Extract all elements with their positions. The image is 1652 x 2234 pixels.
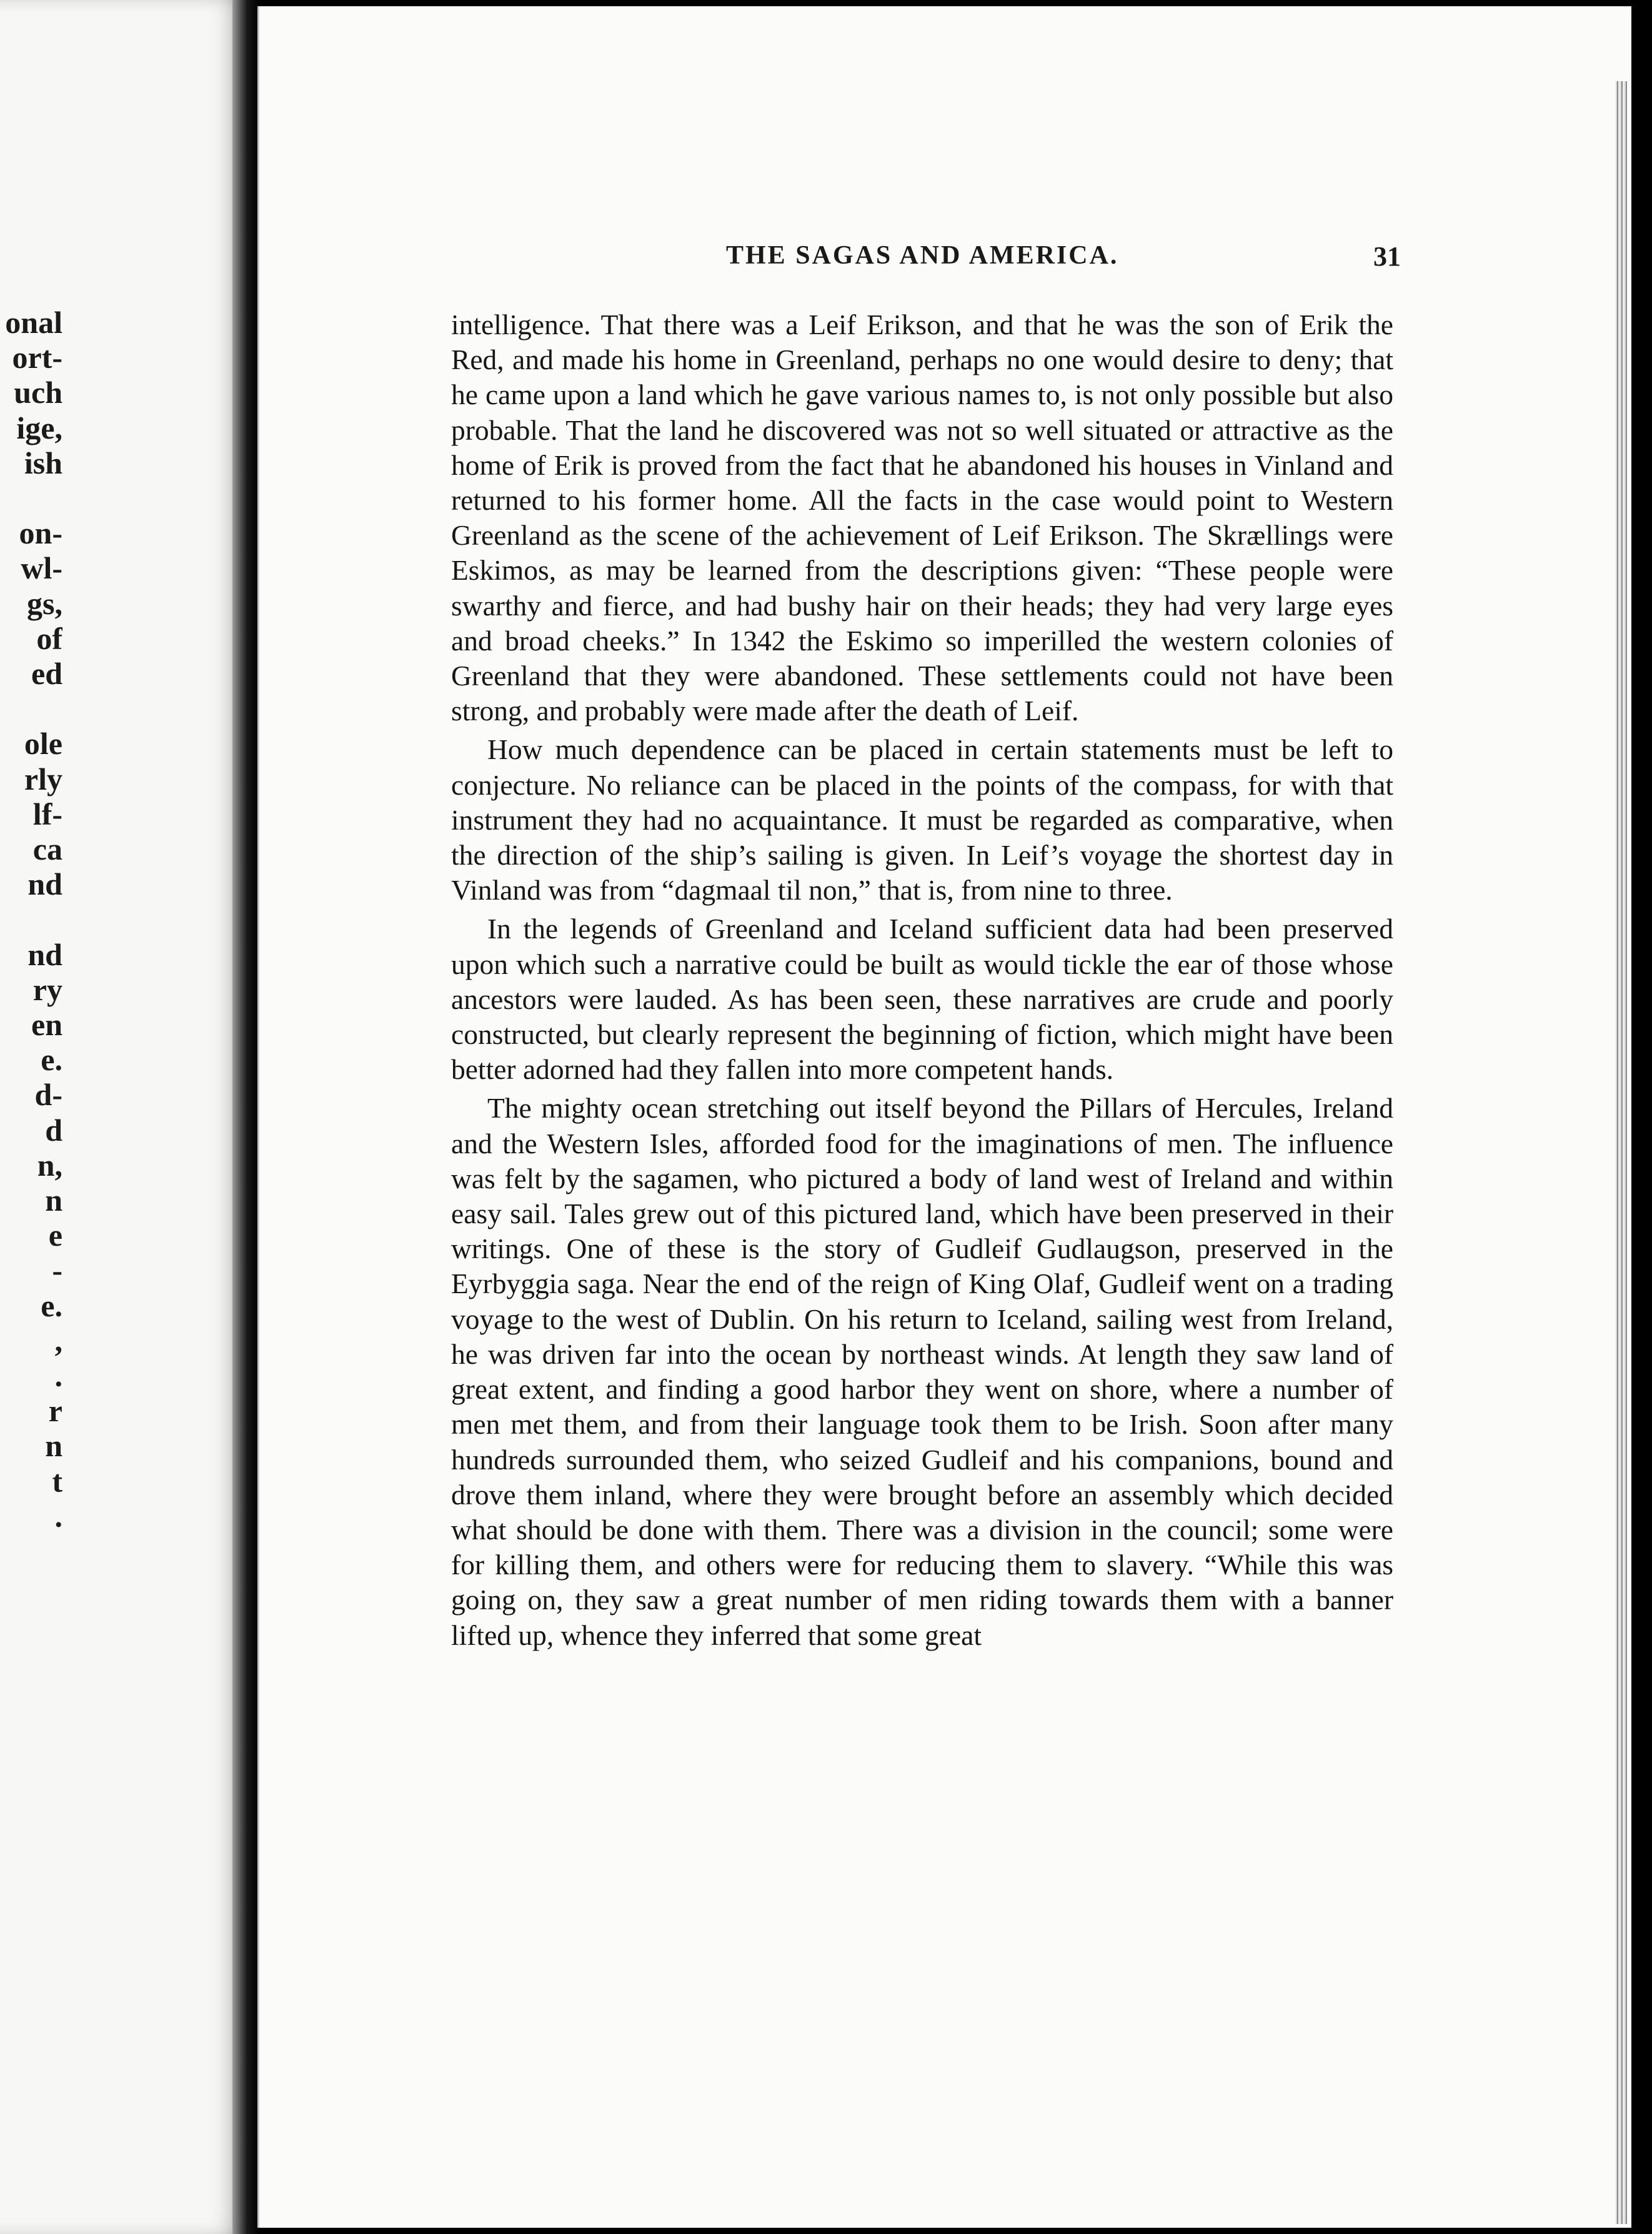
paragraph: In the legends of Greenland and Iceland sufficient data had been preserved upon which such a narrative could be built as would tickle the ear of those whose ancestors were lauded. As has been seen, these narratives are crude and poorly constructed, but clearly represent the beginning of fiction, which might have been better adorned had they fallen into more competent hands.: [451, 913, 1393, 1086]
facing-page-fragment: ca: [32, 832, 62, 866]
facing-page-fragment: d-: [34, 1077, 62, 1113]
facing-page-fragment: gs,: [27, 585, 62, 621]
facing-page-fragment: ed: [31, 656, 62, 691]
facing-page-fragment: e.: [41, 1042, 62, 1078]
running-head: THE SAGAS AND AMERICA.: [726, 241, 1119, 270]
paragraph: The mighty ocean stretching out itself beyond the Pillars of Hercules, Ireland and the Western Isles, afforded food for the imaginations of men. The influence was felt by the sagamen, who pictured a body of land west of Ireland and within easy sail. Tales grew out of this pictured land, which have been preserved in their writings. One of these is the story of Gudleif Gudlaugson, preserved in the Eyrbyggia saga. Near the end of the reign of King Olaf, Gudleif went on a trading voyage to the west of Dublin. On his return to Iceland, sailing west from Ireland, he was driven far into the ocean by northeast winds. At length they saw land of great extent, and finding a good harbor they went on shore, where a number of men met them, and from their language took them to be Irish. Soon after many hundreds surrounded them, who seized Gudleif and his companions, bound and drove them inland, where they were brought before an assembly which decided what should be done with them. There was a division in the council; some were for killing them, and others were for reducing them to slavery. “While this was going on, they saw a great number of men riding towards them with a banner lifted up, whence they inferred that some great: [451, 1092, 1393, 1651]
facing-page-fragment: on-: [19, 515, 62, 551]
facing-page-fragment: nd: [27, 866, 62, 902]
facing-page-fragment: n: [45, 1428, 62, 1464]
paragraph: intelligence. That there was a Leif Erikson, and that he was the son of Erik the Red, and made his home in Greenland, perhaps no one would desire to deny; that he came upon a land which he gave various names to, is not only possible but also probable. That the land he discovered was not so well situated or attractive as the home of Erik is proved from the fact that he abandoned his houses in Vinland and returned to his former home. All the facts in the case would point to Western Greenland as the scene of the achievement of Leif Erikson. The Skrællings were Eskimos, as may be learned from the descriptions given: “These people were swarthy and fierce, and had bushy hair on their heads; they had very large eyes and broad cheeks.” In 1342 the Eskimo so imperilled the western colonies of Greenland that they were abandoned. These settlements could not have been strong, and probably were made after the death of Leif.: [451, 309, 1393, 727]
facing-page-fragment: t: [52, 1463, 62, 1499]
facing-page-fragment: uch: [14, 375, 62, 410]
facing-page-fragment: ole: [24, 726, 62, 762]
page-number: 31: [1373, 241, 1401, 272]
facing-page-fragment: lf-: [32, 796, 62, 832]
book-gutter: [232, 0, 259, 2234]
facing-page-fragment: onal: [5, 305, 62, 340]
facing-page-fragment: e.: [41, 1288, 62, 1323]
facing-page-fragment: e: [48, 1218, 62, 1253]
facing-page-fragment: wl-: [21, 550, 62, 586]
facing-page-fragment: ish: [24, 445, 62, 480]
facing-page-fragment: of: [36, 620, 62, 656]
facing-page-fragment: ige,: [16, 410, 62, 445]
facing-page-fragment: .: [54, 1498, 62, 1534]
body-text: [451, 307, 1393, 1657]
facing-page-fragment: ,: [54, 1323, 62, 1358]
facing-page-fragment: nd: [27, 936, 62, 972]
facing-page-fragment: d: [45, 1112, 62, 1148]
facing-page-fragment: ort-: [12, 340, 62, 375]
facing-page-fragment: -: [52, 1253, 62, 1288]
facing-page-fragment: .: [54, 1358, 62, 1393]
facing-page-fragment: n,: [37, 1147, 62, 1183]
facing-page-fragment: en: [31, 1007, 62, 1042]
page-edge: [1616, 81, 1627, 2224]
facing-page-fragment: n: [45, 1183, 62, 1218]
page-header: [451, 241, 1401, 278]
facing-page-fragment: ry: [32, 971, 62, 1007]
paragraph: How much dependence can be placed in certain statements must be left to conjecture. No reliance can be placed in the points of the compass, for with that instrument they had no acquaintance. It must be regarded as comparative, when the direction of the ship’s sailing is given. In Leif’s voyage the shortest day in Vinland was from “dagmaal til non,” that is, from nine to three.: [451, 733, 1393, 906]
facing-page-fragment: rly: [24, 761, 62, 797]
facing-page-fragment: r: [48, 1393, 62, 1429]
facing-page-left: [0, 0, 245, 2234]
